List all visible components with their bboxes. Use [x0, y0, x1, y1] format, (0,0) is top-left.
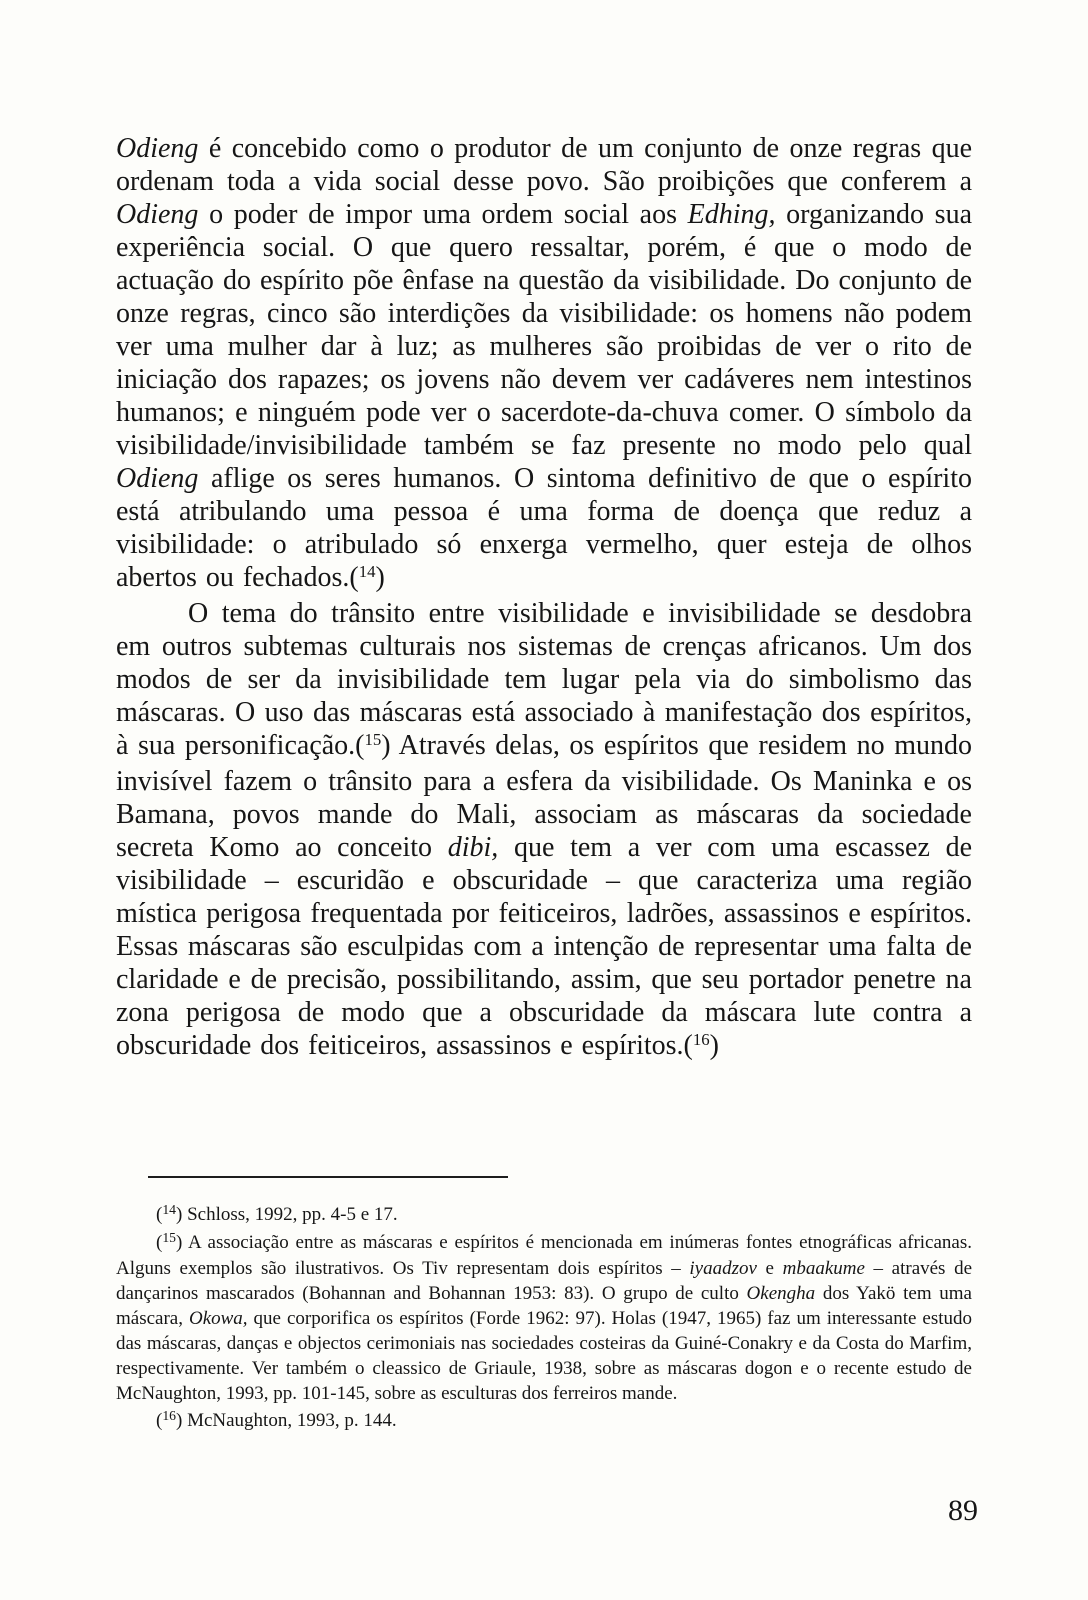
text-run: que corporifica os espíritos (Forde 1962: 97). Holas (1947, 1965) faz um interessante estudo das máscaras, danças e objectos cerimoniais nas sociedades costeiras da Guiné-Conakry e da Costa do Marfim, respectivamente. Ver também o cleassico de Griaule, 1938, sobre as máscaras dogon e o recente estudo de McNaughton, 1993, pp. 101-145, sobre as esculturas dos ferreiros mande. [116, 1308, 973, 1404]
footnote-ref-15: 15 [364, 729, 382, 749]
paragraph-odieng-rules [116, 132, 972, 597]
text-run: aflige os seres humanos. O sintoma definitivo de que o espírito está atribulando uma pessoa é uma forma de doença que reduz a visibilidade: o atribulado só enxerga vermelho, quer esteja de olhos abertos ou fechados.( [116, 463, 972, 593]
footnote-marker-15: 15 [162, 1230, 176, 1246]
italic-term-mbaakume: mbaakume [782, 1258, 865, 1279]
text-run: – através de dançarinos mascarados (Bohannan and Bohannan 1953: 83). O grupo de culto [116, 1258, 973, 1304]
text-run: o poder de impor uma ordem social aos [198, 199, 688, 230]
footnote-ref-14: 14 [358, 561, 376, 581]
text-run: ) [375, 562, 385, 593]
page-number: 89 [948, 1494, 978, 1527]
text-run: O tema do trânsito entre visibilidade e invisibilidade se desdobra em outros subtemas culturais nos sistemas de crenças africanos. Um dos modos de ser da invisibilidade tem lugar pela via do simbolismo das máscaras. O uso das máscaras está associado à manifestação dos espíritos, à sua personificação.( [116, 598, 972, 761]
italic-term-odieng: Odieng [116, 199, 199, 230]
footnote-rule [148, 1176, 508, 1178]
text-run: ) Schloss, 1992, pp. 4-5 e 17. [176, 1204, 398, 1225]
footnote-ref-16: 16 [692, 1029, 710, 1049]
text-run: ( [156, 1232, 163, 1253]
text-run: ) McNaughton, 1993, p. 144. [176, 1410, 397, 1431]
text-run: organizando sua experiência social. O que quero ressaltar, porém, é que o modo de actuação do espírito põe ênfase na questão da visibilidade. Do conjunto de onze regras, cinco são interdições da visibilidade: os homens não podem ver uma mulher dar à luz; as mulheres são proibidas de ver o rito de iniciação dos rapazes; os jovens não devem ver cadáveres nem intestinos humanos; e ninguém pode ver o sacerdote-da-chuva comer. O símbolo da visibilidade/invisibilidade também se faz presente no modo pelo qual [116, 199, 972, 461]
paragraph-masks-invisibility [116, 597, 972, 1065]
footnote-marker-14: 14 [162, 1202, 176, 1218]
text-run: que tem a ver com uma escassez de visibilidade – escuridão e obscuridade – que caracteriza uma região mística perigosa frequentada por feiticeiros, ladrões, assassinos e espíritos. Essas máscaras são esculpidas com a intenção de representar uma falta de claridade e de precisão, possibilitando, assim, que seu portador penetre na zona perigosa de modo que a obscuridade da máscara lute contra a obscuridade dos feiticeiros, assassinos e espíritos.( [116, 832, 973, 1061]
footnote-15 [116, 1230, 972, 1406]
text-run: ( [156, 1204, 163, 1225]
italic-term-okowa: Okowa, [188, 1308, 248, 1329]
italic-term-dibi: dibi, [447, 832, 499, 863]
italic-term-iyaadzov: iyaadzov [689, 1258, 757, 1279]
footnotes-section [116, 1176, 972, 1434]
italic-term-odieng: Odieng [116, 463, 199, 494]
footnote-14 [116, 1202, 972, 1228]
text-run: dos Yakö tem uma máscara, [116, 1283, 972, 1329]
italic-term-okengha: Okengha [746, 1283, 816, 1304]
footnote-marker-16: 16 [162, 1408, 176, 1424]
footnote-16 [116, 1408, 972, 1434]
italic-term-odieng: Odieng [116, 133, 199, 164]
text-run: e [756, 1258, 783, 1279]
text-run: ) [709, 1030, 719, 1061]
italic-term-edhing: Edhing, [687, 199, 776, 230]
text-run: ( [156, 1410, 163, 1431]
text-run: ) A associação entre as máscaras e espíritos é mencionada em inúmeras fontes etnográficas africanas. Alguns exemplos são ilustrativos. Os Tiv representam dois espíritos – [116, 1232, 972, 1279]
body-text [116, 132, 972, 1065]
text-run: é concebido como o produtor de um conjunto de onze regras que ordenam toda a vida social desse povo. São proibições que conferem a [116, 133, 972, 197]
text-run: ) Através delas, os espíritos que residem no mundo invisível fazem o trânsito para a esfera da visibilidade. Os Maninka e os Bamana, povos mande do Mali, associam as máscaras da sociedade secreta Komo ao conceito [116, 730, 972, 863]
